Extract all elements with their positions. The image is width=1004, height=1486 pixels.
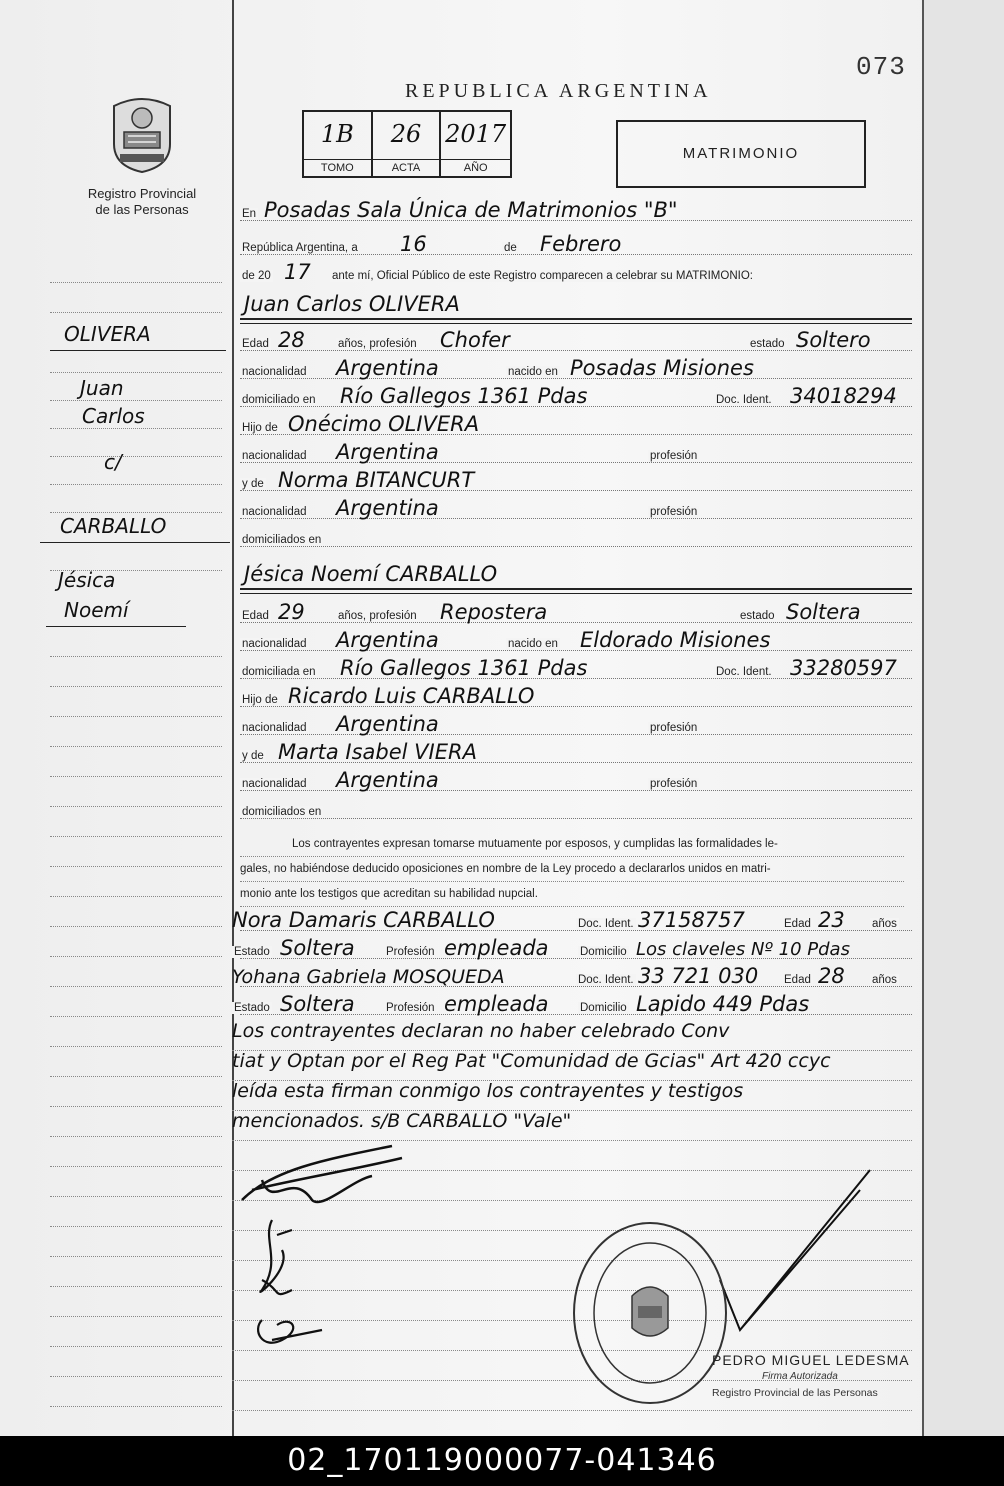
anos-label: años: [872, 974, 897, 986]
margin-conjunction: c/: [104, 450, 122, 474]
witness-2-document: 33 721 030: [638, 964, 759, 988]
margin-rule: [50, 896, 222, 897]
opening-place-row: [240, 198, 912, 224]
row-rule: [240, 818, 912, 819]
groom-age: 28: [278, 328, 305, 352]
nacionalidad-label: nacionalidad: [242, 638, 307, 650]
bride-nationality: Argentina: [336, 628, 439, 652]
nacionalidad-label: nacionalidad: [242, 450, 307, 462]
witness-2-details-row: [234, 992, 912, 1018]
witness-2-profession: empleada: [444, 992, 549, 1016]
year-label: de 20: [242, 270, 271, 282]
bride-father: Ricardo Luis CARBALLO: [288, 684, 535, 708]
note-line-3: leída esta firman conmigo los contrayentes y testigos: [232, 1080, 912, 1111]
official-role: Firma Autorizada: [762, 1371, 838, 1382]
margin-rule: [50, 866, 222, 867]
witness-1-row: [232, 908, 912, 934]
margin-rule: [50, 656, 222, 657]
groom-address: Río Gallegos 1361 Pdas: [340, 384, 588, 408]
bride-age-row: [240, 600, 912, 626]
groom-father: Onécimo OLIVERA: [288, 412, 480, 436]
bride-mother: Marta Isabel VIERA: [278, 740, 477, 764]
groom-father-nat-row: [240, 440, 912, 466]
witness-2-address: Lapido 449 Pdas: [636, 992, 810, 1016]
provincial-crest-icon: [108, 96, 176, 174]
margin-rule: [50, 746, 222, 747]
note-line-1: Los contrayentes declaran no haber celebrado Conv: [232, 1020, 912, 1051]
margin-underline: [40, 542, 230, 543]
margin-rule: [50, 1136, 222, 1137]
groom-profession: Chofer: [440, 328, 510, 352]
anio-cell: [441, 112, 510, 176]
nacionalidad-label: nacionalidad: [242, 366, 307, 378]
legal-line-2: gales, no habiéndose deducido oposiciones en nombre de la Ley procedo a declararlos unidos en matri-: [240, 857, 904, 882]
margin-rule: [50, 428, 222, 429]
margin-rule: [50, 1046, 222, 1047]
profesion-label: profesión: [650, 722, 698, 734]
nacionalidad-label: nacionalidad: [242, 506, 307, 518]
groom-parents-address-row: [240, 524, 912, 550]
groom-mother-row: [240, 468, 912, 494]
note-line-4: mencionados. s/B CARBALLO "Vale": [232, 1110, 912, 1141]
groom-nationality-row: [240, 356, 912, 382]
republica-label: República Argentina, a: [242, 242, 358, 254]
note-line-2: tiat y Optan por el Reg Pat "Comunidad de Gcias" Art 420 ccyc: [232, 1050, 912, 1081]
record-type-box: MATRIMONIO: [616, 120, 866, 188]
yde-label: y de: [242, 750, 264, 762]
margin-rule: [50, 1076, 222, 1077]
margin-rule: [50, 456, 222, 457]
folio-number: 073: [856, 52, 906, 82]
bride-status: Soltera: [786, 600, 861, 624]
margin-groom-given-2: Carlos: [82, 404, 145, 428]
profesion-label: Profesión: [386, 946, 435, 958]
acta-value: 26: [390, 120, 422, 148]
page-edge-rule: [922, 0, 924, 1440]
bride-father-row: [240, 684, 912, 710]
hijo-label: Hijo de: [242, 694, 278, 706]
witness-2-name: Yohana Gabriela MOSQUEDA: [232, 966, 505, 988]
witness-1-address: Los claveles Nº 10 Pdas: [636, 939, 850, 960]
margin-groom-surname: OLIVERA: [64, 322, 151, 346]
edad-label: Edad: [784, 918, 811, 930]
domiciliados-label: domiciliados en: [242, 806, 322, 818]
edad-label: Edad: [784, 974, 811, 986]
official-registry: Registro Provincial de las Personas: [712, 1387, 878, 1399]
groom-birthplace: Posadas Misiones: [570, 356, 754, 380]
margin-rule: [50, 484, 222, 485]
hijo-label: Hijo de: [242, 422, 278, 434]
bride-mother-nat-row: [240, 768, 912, 794]
marriage-place: Posadas Sala Única de Matrimonios "B": [264, 198, 678, 222]
margin-rule: [50, 512, 222, 513]
witness-1-status: Soltera: [280, 936, 355, 960]
estado-label: estado: [740, 610, 775, 622]
registry-caption: [70, 186, 214, 218]
bride-parents-address-row: [240, 796, 912, 822]
groom-document: 34018294: [790, 384, 897, 408]
row-rule: [240, 546, 912, 547]
profesion-label: profesión: [650, 778, 698, 790]
witness-1-age: 23: [818, 908, 845, 932]
domiciliados-label: domiciliados en: [242, 534, 322, 546]
margin-rule: [50, 836, 222, 837]
legal-line-3: monio ante los testigos que acreditan su habilidad nupcial.: [240, 882, 904, 907]
margin-rule: [50, 1106, 222, 1107]
margin-rule: [50, 1166, 222, 1167]
estado-label: Estado: [234, 1002, 270, 1014]
tomo-value: 1B: [320, 120, 354, 148]
en-label: En: [242, 208, 257, 220]
margin-rule: [50, 1016, 222, 1017]
groom-name-bar: [240, 288, 912, 320]
estado-label: estado: [750, 338, 785, 350]
anio-value: 2017: [445, 120, 507, 148]
record-reference-box: [302, 110, 512, 178]
profesion-label: profesión: [650, 506, 698, 518]
margin-rule: [50, 1196, 222, 1197]
groom-mother-nat-row: [240, 496, 912, 522]
margin-rule: [50, 1346, 222, 1347]
margin-rule: [50, 1286, 222, 1287]
bride-father-nat-row: [240, 712, 912, 738]
legal-line-1: Los contrayentes expresan tomarse mutuamente por esposos, y cumplidas las formalidades le-: [240, 832, 904, 857]
bride-birthplace: Eldorado Misiones: [580, 628, 771, 652]
bride-name: Jésica Noemí CARBALLO: [244, 562, 498, 586]
bride-mother-row: [240, 740, 912, 766]
declaration-text: ante mí, Oficial Público de este Registro comparecen a celebrar su MATRIMONIO:: [332, 270, 753, 282]
profesion-label: profesión: [650, 450, 698, 462]
groom-address-row: [240, 384, 912, 410]
tomo-cell: [304, 112, 373, 176]
margin-rule: [50, 1256, 222, 1257]
acta-label: ACTA: [373, 159, 440, 176]
groom-nationality: Argentina: [336, 356, 439, 380]
margin-bride-given-1: Jésica: [58, 568, 116, 592]
profesion-label: Profesión: [386, 1002, 435, 1014]
margin-underline: [50, 350, 226, 351]
registry-line-2: de las Personas: [95, 202, 189, 217]
witness-1-profession: empleada: [444, 936, 549, 960]
margin-rule: [50, 776, 222, 777]
groom-name: Juan Carlos OLIVERA: [244, 292, 460, 316]
groom-age-row: [240, 328, 912, 354]
margin-rule: [50, 1316, 222, 1317]
margin-underline: [46, 626, 186, 627]
margin-rule: [50, 400, 222, 401]
opening-date-row: [240, 232, 912, 258]
profesion-label: años, profesión: [338, 610, 417, 622]
edad-label: Edad: [242, 338, 269, 350]
margin-groom-given-1: Juan: [80, 376, 124, 400]
margin-rule: [50, 282, 222, 283]
bride-father-nationality: Argentina: [336, 712, 439, 736]
groom-status: Soltero: [796, 328, 871, 352]
margin-rule: [50, 686, 222, 687]
nacido-label: nacido en: [508, 366, 558, 378]
estado-label: Estado: [234, 946, 270, 958]
domiciliado-label: domiciliado en: [242, 394, 316, 406]
bride-age: 29: [278, 600, 305, 624]
domiciliada-label: domiciliada en: [242, 666, 316, 678]
margin-rule: [50, 806, 222, 807]
edad-label: Edad: [242, 610, 269, 622]
witness-2-age: 28: [818, 964, 845, 988]
margin-bride-surname: CARBALLO: [60, 514, 167, 538]
marriage-month: Febrero: [540, 232, 622, 256]
margin-rule: [50, 716, 222, 717]
double-rule: [240, 323, 912, 324]
double-rule: [240, 593, 912, 594]
margin-rule: [50, 926, 222, 927]
anos-label: años: [872, 918, 897, 930]
registry-seal-icon: [570, 1218, 730, 1408]
doc-label: Doc. Ident.: [716, 394, 772, 406]
opening-year-row: [240, 260, 912, 286]
country-heading: REPUBLICA ARGENTINA: [405, 80, 712, 102]
doc-label: Doc. Ident.: [578, 918, 634, 930]
marriage-year: 17: [284, 260, 311, 284]
groom-father-row: [240, 412, 912, 438]
groom-father-nationality: Argentina: [336, 440, 439, 464]
tomo-label: TOMO: [304, 159, 371, 176]
groom-mother-nationality: Argentina: [336, 496, 439, 520]
registry-line-1: Registro Provincial: [87, 186, 197, 201]
nacionalidad-label: nacionalidad: [242, 778, 307, 790]
anio-label: AÑO: [441, 159, 510, 176]
witness-1-document: 37158757: [638, 908, 745, 932]
domicilio-label: Domicilio: [580, 946, 627, 958]
bride-address: Río Gallegos 1361 Pdas: [340, 656, 588, 680]
bride-address-row: [240, 656, 912, 682]
witness-2-row: [232, 964, 912, 990]
bride-mother-nationality: Argentina: [336, 768, 439, 792]
official-name: PEDRO MIGUEL LEDESMA: [712, 1352, 910, 1368]
bride-document: 33280597: [790, 656, 897, 680]
doc-label: Doc. Ident.: [716, 666, 772, 678]
scan-edge: [924, 0, 1004, 1440]
margin-rule: [50, 1226, 222, 1227]
de-label: de: [504, 242, 517, 254]
witness-1-name: Nora Damaris CARBALLO: [232, 908, 495, 932]
margin-rule: [50, 956, 222, 957]
file-id-bar: 02_170119000077-041346: [0, 1436, 1004, 1486]
margin-rule: [50, 312, 222, 313]
margin-rule: [50, 986, 222, 987]
profesion-label: años, profesión: [338, 338, 417, 350]
witness-1-details-row: [234, 936, 912, 962]
nacionalidad-label: nacionalidad: [242, 722, 307, 734]
margin-rule: [50, 1376, 222, 1377]
signature-scribbles: [232, 1140, 432, 1370]
yde-label: y de: [242, 478, 264, 490]
groom-mother: Norma BITANCURT: [278, 468, 475, 492]
margin-rule: [50, 1406, 222, 1407]
bride-profession: Repostera: [440, 600, 548, 624]
nacido-label: nacido en: [508, 638, 558, 650]
legal-paragraph: [240, 832, 904, 907]
bride-name-bar: [240, 558, 912, 590]
bride-nationality-row: [240, 628, 912, 654]
margin-rule: [50, 372, 222, 373]
doc-label: Doc. Ident.: [578, 974, 634, 986]
domicilio-label: Domicilio: [580, 1002, 627, 1014]
acta-cell: [373, 112, 442, 176]
witness-2-status: Soltera: [280, 992, 355, 1016]
margin-bride-given-2: Noemí: [64, 598, 129, 622]
marriage-day: 16: [400, 232, 427, 256]
